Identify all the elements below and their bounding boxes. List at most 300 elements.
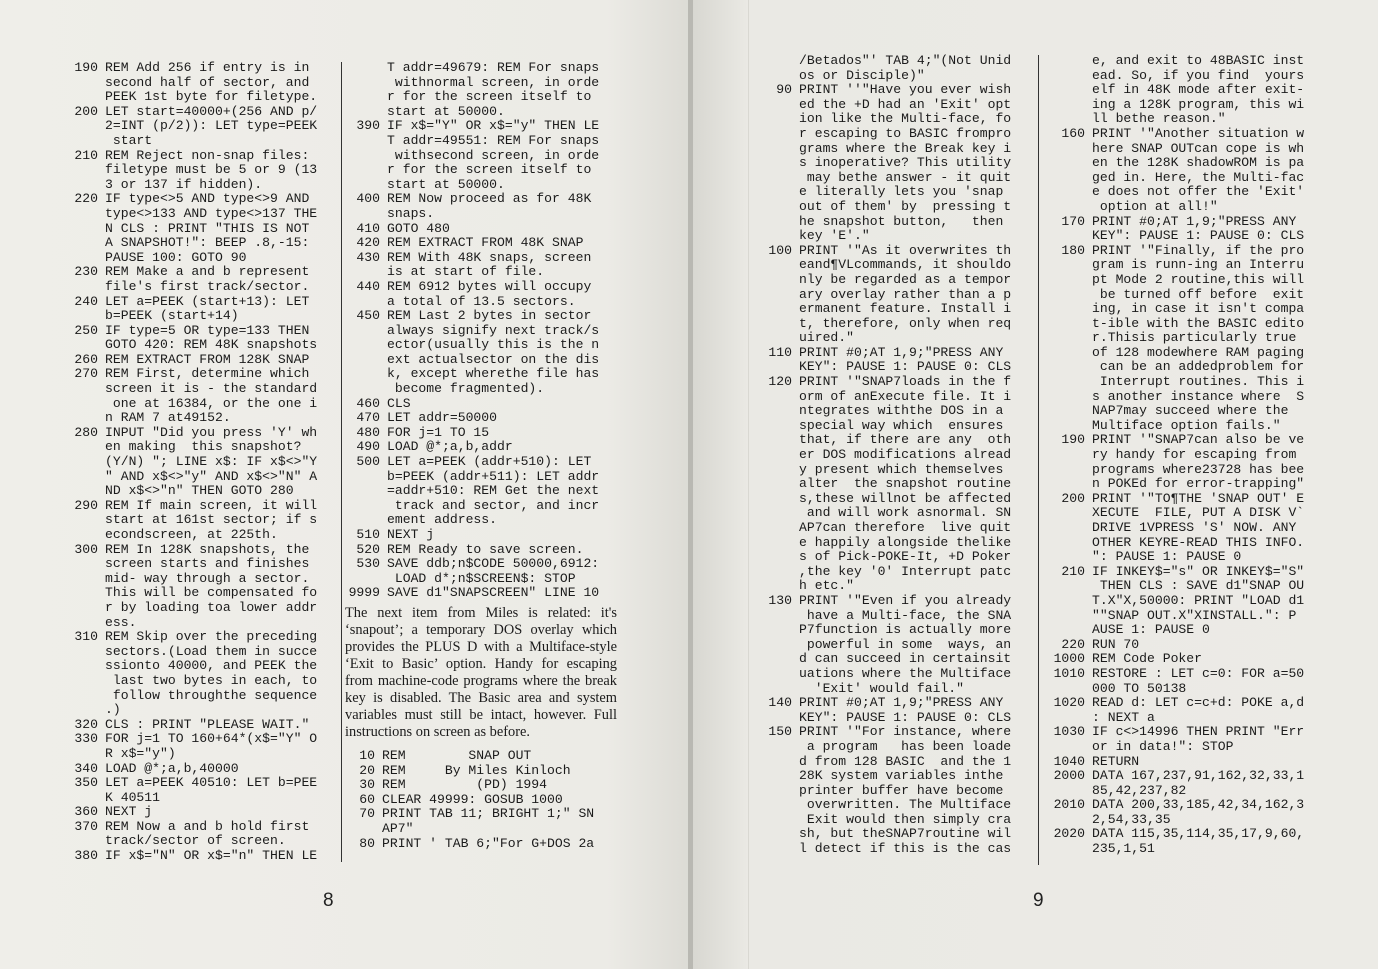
- code-line: [58, 776, 330, 791]
- line-text: 'Exit' would fail.": [799, 681, 965, 696]
- code-line: [1045, 142, 1345, 157]
- line-number: 440: [356, 278, 380, 294]
- line-text: ermanent feature. Install i: [799, 302, 1012, 317]
- line-number: [756, 258, 792, 273]
- code-line: [756, 521, 1031, 536]
- line-number: [1045, 171, 1085, 186]
- line-text: d from 128 BASIC and the 1: [799, 754, 1012, 769]
- line-number: [345, 382, 380, 397]
- line-number: [756, 638, 792, 653]
- line-text: N CLS : PRINT "THIS IS NOT: [105, 221, 310, 236]
- code-line: [1045, 448, 1345, 463]
- code-line: [58, 178, 330, 193]
- line-text: he snapshot button, then: [799, 214, 1004, 229]
- line-number: [1045, 813, 1085, 828]
- line-number: [1045, 156, 1085, 171]
- code-line: [1045, 769, 1345, 784]
- code-line: [58, 353, 330, 368]
- line-text: IF x$="N" OR x$="n" THEN LE: [105, 849, 318, 864]
- code-line: [345, 411, 617, 426]
- line-text: /Betados"' TAB 4;"(Not Unid: [799, 54, 1012, 68]
- code-line: [756, 827, 1031, 842]
- line-number: [1045, 331, 1085, 346]
- line-number: 70: [359, 806, 375, 822]
- line-number: [58, 513, 98, 528]
- code-line: [58, 119, 330, 134]
- line-number: [756, 740, 792, 755]
- line-text: KEY": PAUSE 1: PAUSE 0: CLS: [799, 710, 1012, 725]
- code-line: [756, 200, 1031, 215]
- line-number: [345, 76, 380, 91]
- code-line: [58, 382, 330, 397]
- line-text: PRINT '"Even if you already: [799, 593, 1012, 608]
- line-text: PRINT '"SNAP7can also be ve: [1092, 433, 1305, 448]
- code-line: [1045, 521, 1345, 536]
- line-text: RETURN: [1092, 754, 1140, 769]
- line-number: [756, 433, 792, 448]
- code-line: [345, 778, 617, 793]
- code-line: [58, 834, 330, 849]
- line-number: [756, 171, 792, 186]
- line-text: K 40511: [105, 790, 161, 805]
- line-text: REM With 48K snaps, screen: [387, 250, 592, 265]
- code-line: [58, 484, 330, 499]
- line-number: [1045, 682, 1085, 697]
- line-number: [1045, 463, 1085, 478]
- line-text: INPUT "Did you press 'Y' wh: [105, 425, 318, 440]
- code-line: [756, 536, 1031, 551]
- line-text: h etc.": [799, 579, 855, 594]
- line-text: KEY": PAUSE 1: PAUSE 0: CLS: [1092, 229, 1305, 244]
- code-line: [345, 134, 617, 149]
- line-text: IF x$="Y" OR x$="y" THEN LE: [387, 119, 600, 134]
- line-number: [345, 353, 380, 368]
- line-number: [756, 755, 792, 770]
- code-line: [756, 98, 1031, 113]
- code-line: [756, 725, 1031, 740]
- line-number: [756, 317, 792, 332]
- line-text: CLS : PRINT "PLEASE WAIT.": [105, 717, 310, 732]
- line-text: THEN CLS : SAVE d1"SNAP OU: [1092, 579, 1305, 594]
- line-number: 1020: [1053, 695, 1085, 711]
- line-number: 350: [74, 775, 98, 791]
- line-number: 530: [356, 556, 380, 572]
- line-number: [1045, 419, 1085, 434]
- code-line: [756, 682, 1031, 697]
- code-line: [1045, 477, 1345, 492]
- code-line: [756, 565, 1031, 580]
- line-text: ND x$<>"n" THEN GOTO 280: [105, 484, 294, 499]
- line-number: [1045, 69, 1085, 84]
- code-line: [1045, 390, 1345, 405]
- line-number: 360: [74, 804, 98, 820]
- line-number: [756, 842, 792, 857]
- code-line: [58, 572, 330, 587]
- line-text: REM Make a and b represent: [105, 265, 310, 280]
- line-number: [756, 142, 792, 157]
- code-line: [345, 455, 617, 470]
- line-text: LET a=PEEK 40510: LET b=PEE: [105, 776, 318, 791]
- line-number: 200: [74, 103, 98, 119]
- line-text: REM 6912 bytes will occupy: [387, 279, 592, 294]
- code-line: [1045, 433, 1345, 448]
- code-line: [1045, 798, 1345, 813]
- line-text: of 128 modewhere RAM paging: [1092, 345, 1305, 360]
- code-line: [345, 586, 617, 601]
- code-line: [756, 696, 1031, 711]
- code-line: [345, 382, 617, 397]
- line-text: ""SNAP OUT.X"XINSTALL.": P: [1092, 608, 1297, 623]
- code-line: [345, 251, 617, 266]
- line-text: special way which ensures: [799, 418, 1004, 433]
- line-number: 150: [768, 724, 792, 740]
- line-text: grams where the Break key i: [799, 141, 1012, 156]
- line-number: 460: [356, 395, 380, 411]
- line-number: [756, 98, 792, 113]
- line-text: REM Skip over the preceding: [105, 630, 318, 645]
- code-line: [756, 623, 1031, 638]
- code-line: [58, 265, 330, 280]
- line-number: [345, 178, 380, 193]
- line-text: R x$="y"): [105, 746, 176, 761]
- line-number: 190: [1061, 432, 1085, 448]
- code-line: [1045, 813, 1345, 828]
- line-number: [756, 448, 792, 463]
- line-text: LOAD d*;n$SCREEN$: STOP: [387, 571, 576, 586]
- code-line: [756, 448, 1031, 463]
- line-number: [58, 747, 98, 762]
- line-number: [756, 579, 792, 594]
- line-text: last two bytes in each, to: [105, 673, 318, 688]
- line-text: filetype must be 5 or 9 (13: [105, 163, 318, 178]
- line-text: n RAM 7 at49152.: [105, 411, 231, 426]
- code-line: [1045, 273, 1345, 288]
- line-text: r for the screen itself to: [387, 90, 592, 105]
- code-line: [345, 76, 617, 91]
- line-number: [58, 236, 98, 251]
- code-line: [58, 426, 330, 441]
- line-text: e, and exit to 48BASIC inst: [1092, 54, 1305, 68]
- line-text: REM First, determine which: [105, 367, 310, 382]
- line-number: [345, 163, 380, 178]
- line-text: a program has been loade: [799, 739, 1012, 754]
- line-text: NEXT j: [387, 528, 435, 542]
- line-number: [345, 484, 380, 499]
- line-number: [756, 565, 792, 580]
- line-text: have a Multi-face, the SNA: [799, 608, 1012, 623]
- line-number: [756, 477, 792, 492]
- line-text: SAVE ddb;n$CODE 50000,6912:: [387, 557, 600, 572]
- line-number: [345, 105, 380, 120]
- line-text: ing a 128K program, this wi: [1092, 97, 1305, 112]
- line-text: overwritten. The Multiface: [799, 798, 1012, 813]
- line-text: REM Ready to save screen.: [387, 542, 584, 557]
- line-text: pt Mode 2 routine,this will: [1092, 272, 1305, 287]
- code-line: [756, 69, 1031, 84]
- code-line: [1045, 492, 1345, 507]
- line-number: [1045, 360, 1085, 375]
- line-text: uations where the Multiface: [799, 666, 1012, 681]
- line-text: READ d: LET c=c+d: POKE a,d: [1092, 696, 1305, 711]
- line-number: [1045, 142, 1085, 157]
- line-number: 90: [776, 82, 792, 98]
- line-text: ing, in case it isn't compa: [1092, 302, 1305, 317]
- line-text: AUSE 1: PAUSE 0: [1092, 623, 1210, 638]
- line-number: [345, 90, 380, 105]
- code-line: [58, 76, 330, 91]
- code-line: [756, 638, 1031, 653]
- line-text: P7function is actually more: [799, 623, 1012, 638]
- line-text: T addr=49679: REM For snaps: [387, 61, 600, 75]
- line-number: [58, 703, 98, 718]
- line-number: [58, 689, 98, 704]
- code-line: [58, 411, 330, 426]
- line-number: [58, 119, 98, 134]
- line-number: [756, 813, 792, 828]
- line-text: ntegrates withthe DOS in a: [799, 404, 1004, 419]
- code-line: [345, 572, 617, 587]
- line-text: PRINT '"TO¶THE 'SNAP OUT' E: [1092, 491, 1305, 506]
- code-line: [58, 192, 330, 207]
- line-number: [58, 484, 98, 499]
- code-line: [1045, 69, 1345, 84]
- line-text: ed the +D had an 'Exit' opt: [799, 97, 1012, 112]
- code-line: [58, 280, 330, 295]
- line-text: sh, but theSNAP7routine wil: [799, 827, 1012, 842]
- line-number: 270: [74, 366, 98, 382]
- line-text: e does not offer the 'Exit': [1092, 185, 1305, 200]
- left-column-1: [58, 61, 330, 864]
- line-text: DATA 200,33,185,42,34,162,3: [1092, 798, 1305, 813]
- line-number: 2020: [1053, 826, 1085, 842]
- code-line: [756, 156, 1031, 171]
- code-line: [345, 119, 617, 134]
- line-text: A SNAPSHOT!": BEEP .8,-15:: [105, 236, 310, 251]
- line-number: 410: [356, 220, 380, 236]
- line-number: [58, 645, 98, 660]
- code-line: [756, 185, 1031, 200]
- line-number: [756, 827, 792, 842]
- line-text: PRINT ''"Have you ever wish: [799, 83, 1012, 98]
- code-line: [345, 793, 617, 808]
- line-text: NAP7may succeed where the: [1092, 404, 1289, 419]
- code-line: [1045, 711, 1345, 726]
- code-line: [1045, 244, 1345, 259]
- line-number: [1045, 302, 1085, 317]
- code-line: [756, 404, 1031, 419]
- line-number: 180: [1061, 242, 1085, 258]
- code-line: [756, 390, 1031, 405]
- code-line: [756, 288, 1031, 303]
- code-line: [345, 528, 617, 543]
- line-text: LOAD @*;a,b,40000: [105, 761, 239, 776]
- line-number: [756, 390, 792, 405]
- code-line: [756, 579, 1031, 594]
- line-number: 120: [768, 374, 792, 390]
- line-number: [58, 251, 98, 266]
- code-line: [1045, 375, 1345, 390]
- line-number: [58, 659, 98, 674]
- code-line: [1045, 827, 1345, 842]
- code-line: [1045, 258, 1345, 273]
- code-line: [58, 105, 330, 120]
- line-number: 210: [1061, 563, 1085, 579]
- code-line: [1045, 419, 1345, 434]
- code-line: [756, 127, 1031, 142]
- line-text: ess.: [105, 615, 137, 630]
- line-number: [756, 404, 792, 419]
- line-number: [756, 54, 792, 69]
- line-text: s of Pick-POKE-It, +D Poker: [799, 550, 1012, 565]
- code-line: [58, 659, 330, 674]
- line-number: [58, 528, 98, 543]
- line-text: LET a=PEEK (start+13): LET: [105, 294, 310, 309]
- line-text: XECUTE FILE, PUT A DISK V`: [1092, 506, 1305, 521]
- line-text: PRINT #0;AT 1,9;"PRESS ANY: [799, 345, 1004, 360]
- line-number: [1045, 229, 1085, 244]
- line-number: 140: [768, 695, 792, 711]
- code-line: [1045, 331, 1345, 346]
- line-text: elf in 48K mode after exit-: [1092, 83, 1305, 98]
- line-number: [1045, 390, 1085, 405]
- code-line: [1045, 652, 1345, 667]
- line-number: 320: [74, 716, 98, 732]
- intro-paragraph: The next item from Miles is related: it's ‘snapout’; a temporary DOS overlay which provides the PLUS D with a Multiface-style ‘Exit to Basic’ option. Handy for escaping from machine-code programs where the break key is disabled. The Basic area and system variables must still be intact, however. Full instructions on screen as before.: [345, 604, 617, 740]
- line-text: snaps.: [387, 206, 435, 221]
- code-line: [1045, 215, 1345, 230]
- line-text: 28K system variables inthe: [799, 769, 1004, 784]
- line-text: d can succeed in certainsit: [799, 652, 1012, 667]
- code-line: [345, 470, 617, 485]
- line-number: [1045, 506, 1085, 521]
- code-line: [756, 317, 1031, 332]
- code-line: [756, 842, 1031, 857]
- code-line: [756, 273, 1031, 288]
- code-line: [58, 849, 330, 864]
- code-line: [58, 61, 330, 76]
- line-number: 400: [356, 191, 380, 207]
- line-text: REM EXTRACT FROM 128K SNAP: [105, 352, 310, 367]
- code-line: [756, 433, 1031, 448]
- line-number: [1045, 112, 1085, 127]
- code-line: [345, 440, 617, 455]
- line-number: [58, 601, 98, 616]
- line-text: ll bethe reason.": [1092, 112, 1226, 127]
- line-number: [1045, 404, 1085, 419]
- line-number: 2010: [1053, 797, 1085, 813]
- code-line: [345, 295, 617, 310]
- code-line: [345, 163, 617, 178]
- code-line: [345, 484, 617, 499]
- line-text: e happily alongside thelike: [799, 535, 1012, 550]
- line-number: [58, 207, 98, 222]
- code-line: [756, 755, 1031, 770]
- line-number: 190: [74, 60, 98, 75]
- code-line: [58, 513, 330, 528]
- line-text: start at 50000.: [387, 104, 505, 119]
- line-text: b=PEEK (start+14): [105, 309, 239, 324]
- line-number: 100: [768, 242, 792, 258]
- line-text: file's first track/sector.: [105, 279, 310, 294]
- line-text: option at all!": [1092, 199, 1218, 214]
- code-line: [1045, 784, 1345, 799]
- line-text: IF c<>14996 THEN PRINT "Err: [1092, 725, 1305, 740]
- code-line: [1045, 317, 1345, 332]
- line-number: 520: [356, 541, 380, 557]
- code-line: [58, 367, 330, 382]
- code-line: [58, 645, 330, 660]
- line-number: 170: [1061, 213, 1085, 229]
- code-line: [345, 309, 617, 324]
- line-number: 30: [359, 777, 375, 793]
- line-text: REM Code Poker: [1092, 652, 1203, 667]
- line-number: [58, 834, 98, 849]
- line-text: screen starts and finishes: [105, 557, 310, 572]
- line-text: en making this snapshot?: [105, 440, 302, 455]
- line-number: [756, 609, 792, 624]
- line-text: start at 161st sector; if s: [105, 513, 318, 528]
- line-number: [756, 492, 792, 507]
- line-text: LET start=40000+(256 AND p/: [105, 104, 318, 119]
- line-number: [1045, 258, 1085, 273]
- line-number: [58, 470, 98, 485]
- code-line: [345, 397, 617, 412]
- line-text: en the 128K shadowROM is pa: [1092, 156, 1305, 171]
- code-line: [756, 463, 1031, 478]
- line-text: gram is runn-ing an Interru: [1092, 258, 1305, 273]
- line-text: .): [105, 703, 121, 718]
- code-line: [756, 492, 1031, 507]
- line-text: start at 50000.: [387, 177, 505, 192]
- line-text: t-ible with the BASIC edito: [1092, 316, 1305, 331]
- line-number: [58, 163, 98, 178]
- line-text: CLEAR 49999: GOSUB 1000: [382, 792, 563, 807]
- line-text: alter the snapshot routine: [799, 477, 1012, 492]
- line-text: econdscreen, at 225th.: [105, 528, 278, 542]
- code-line: [58, 674, 330, 689]
- code-line: [58, 295, 330, 310]
- code-line: [58, 820, 330, 835]
- code-line: [1045, 200, 1345, 215]
- line-number: [1045, 609, 1085, 624]
- line-number: [1045, 550, 1085, 565]
- line-number: [756, 463, 792, 478]
- code-line: [345, 324, 617, 339]
- code-line: [345, 543, 617, 558]
- code-line: [1045, 288, 1345, 303]
- code-line: [58, 149, 330, 164]
- line-number: [1045, 594, 1085, 609]
- code-line: [756, 244, 1031, 259]
- line-text: REM Now proceed as for 48K: [387, 192, 592, 207]
- line-text: k, except wherethe file has: [387, 367, 600, 382]
- code-line: [756, 711, 1031, 726]
- line-text: s inoperative? This utility: [799, 156, 1012, 171]
- line-number: [1045, 288, 1085, 303]
- line-text: second half of sector, and: [105, 75, 310, 90]
- line-text: os or Disciple)": [799, 68, 925, 83]
- page-edge: [748, 0, 749, 969]
- line-text: start: [105, 133, 153, 148]
- line-number: 60: [359, 791, 375, 807]
- line-text: follow throughthe sequence: [105, 688, 318, 703]
- line-text: 235,1,51: [1092, 842, 1155, 857]
- line-number: 2000: [1053, 768, 1085, 784]
- line-text: PRINT '"Another situation w: [1092, 126, 1305, 141]
- line-number: [1045, 98, 1085, 113]
- code-line: [345, 557, 617, 572]
- line-number: [58, 674, 98, 689]
